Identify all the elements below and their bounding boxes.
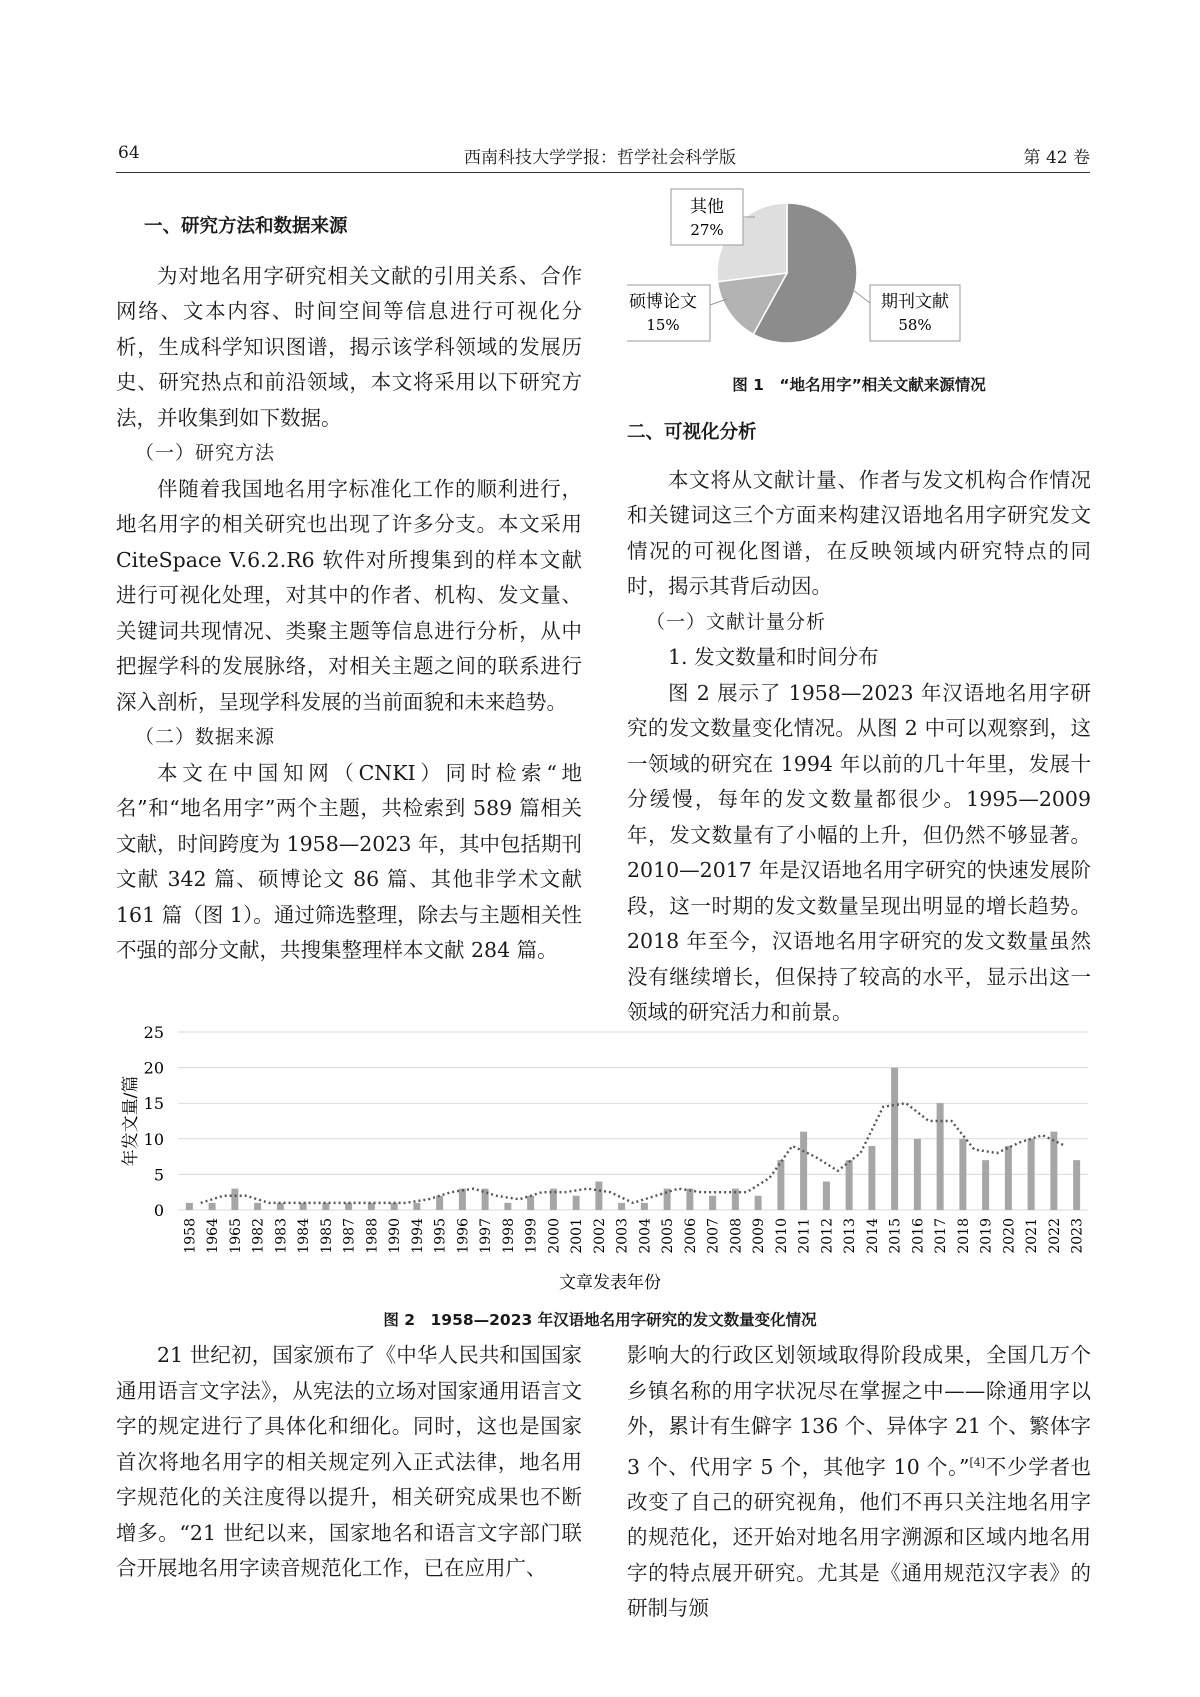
- reference-marker: [4]: [969, 1455, 986, 1469]
- x-tick-label: 2001: [569, 1218, 586, 1254]
- x-tick-labels: [182, 1218, 1085, 1254]
- x-tick-label: 1958: [182, 1218, 199, 1254]
- y-tick-label: 15: [143, 1094, 164, 1114]
- bar-1985: [322, 1203, 329, 1210]
- section2-heading: 二、可视化分析: [627, 422, 757, 443]
- section1-heading: 一、研究方法和数据来源: [144, 216, 348, 237]
- pie-label-other: [671, 189, 755, 245]
- y-tick-label: 5: [153, 1165, 164, 1185]
- pie-label-journal-name: 期刊文献: [881, 292, 949, 312]
- y-tick-labels: [144, 1023, 164, 1220]
- bar-2022: [1050, 1132, 1057, 1210]
- pie-label-other-name: 其他: [690, 197, 724, 217]
- x-tick-label: 1988: [364, 1218, 381, 1254]
- bar-2002: [595, 1182, 602, 1210]
- x-tick-label: 2014: [864, 1218, 881, 1254]
- x-axis-label: 文章发表年份: [559, 1273, 661, 1293]
- x-tick-label: 1998: [500, 1218, 517, 1254]
- x-tick-label: 1984: [296, 1218, 313, 1254]
- x-tick-label: 2004: [637, 1218, 654, 1254]
- moving-average-line: [201, 1103, 1066, 1203]
- y-tick-label: 10: [143, 1129, 164, 1149]
- trend-line: [201, 1103, 1066, 1203]
- x-tick-label: 2019: [978, 1218, 995, 1254]
- journal-title: 西南科技大学学报：哲学社会科学版: [464, 148, 736, 168]
- x-tick-label: 2000: [546, 1218, 563, 1254]
- bar-1984: [300, 1203, 307, 1210]
- subsection-bibliometric: （一）文献计量分析: [646, 610, 827, 633]
- x-tick-label: 2009: [751, 1218, 768, 1254]
- section2-paragraph: 本文将从文献计量、作者与发文机构合作情况和关键词这三个方面来构建汉语地名用字研究发文情况的可视化图谱，在反映领域内研究特点的同时，揭示其背后动因。: [627, 467, 1091, 598]
- x-tick-label: 2023: [1069, 1218, 1086, 1254]
- x-tick-label: 2008: [728, 1218, 745, 1254]
- bar-1964: [209, 1203, 216, 1210]
- methods-paragraph: 伴随着我国地名用字标准化工作的顺利进行，地名用字的相关研究也出现了许多分支。本文采用 CiteSpace V.6.2.R6 软件对所搜集到的样本文献进行可视化处理，对其中的作者、机构、发文量、关键词共现情况、类聚主题等信息进行分析，从中把握学科的发展脉络，对相关主题之间的联系进行深入剖析，呈现学科发展的当前面貌和未来趋势。: [116, 476, 582, 714]
- x-tick-label: 1999: [523, 1218, 540, 1254]
- y-axis-label: 年发文量/篇: [121, 1075, 141, 1167]
- bottom-left-column: [116, 1338, 582, 1587]
- right-column: [627, 415, 1091, 1031]
- pie-label-journal-percent: 58%: [898, 316, 932, 334]
- bar-2023: [1073, 1160, 1080, 1210]
- pie-label-thesis-percent: 15%: [646, 316, 680, 334]
- x-tick-label: 2015: [887, 1218, 904, 1254]
- pie-label-journal: [853, 285, 960, 341]
- bar-2004: [641, 1203, 648, 1210]
- bar-2007: [709, 1196, 716, 1210]
- bar-2001: [573, 1196, 580, 1210]
- x-tick-label: 2022: [1046, 1218, 1063, 1254]
- y-tick-label: 20: [143, 1058, 164, 1078]
- x-tick-label: 1996: [455, 1218, 472, 1254]
- bar-2021: [1028, 1139, 1035, 1210]
- bar-2020: [1005, 1146, 1012, 1210]
- bar-1994: [413, 1203, 420, 1210]
- bar-2011: [800, 1132, 807, 1210]
- x-tick-label: 1995: [432, 1218, 449, 1254]
- page-number: 64: [118, 143, 140, 163]
- x-tick-label: 2020: [1001, 1218, 1018, 1254]
- bar-2012: [823, 1182, 830, 1210]
- bar-2009: [755, 1196, 762, 1210]
- x-tick-label: 1994: [409, 1218, 426, 1254]
- bar-1965: [231, 1189, 238, 1210]
- bar-1982: [254, 1203, 261, 1210]
- x-tick-label: 2010: [773, 1218, 790, 1254]
- x-tick-label: 2012: [819, 1218, 836, 1254]
- bar-1998: [504, 1203, 511, 1210]
- continuation-paragraph: [627, 1338, 1091, 1627]
- bar-2003: [618, 1203, 625, 1210]
- x-tick-label: 2016: [910, 1218, 927, 1254]
- y-tick-label: 0: [153, 1201, 164, 1220]
- bar-2006: [686, 1189, 693, 1210]
- y-tick-label: 25: [143, 1023, 164, 1042]
- x-tick-label: 2018: [955, 1218, 972, 1254]
- x-tick-label: 2021: [1024, 1218, 1041, 1254]
- figure1-pie-chart: [627, 185, 1091, 370]
- bottom-right-column: [627, 1338, 1091, 1627]
- header-rule: [116, 172, 1090, 173]
- bar-2005: [664, 1189, 671, 1210]
- x-tick-label: 2017: [933, 1218, 950, 1254]
- figure2-caption: 图 2 1958—2023 年汉语地名用字研究的发文数量变化情况: [383, 1311, 817, 1329]
- pie-label-thesis: [627, 285, 727, 341]
- bar-1996: [459, 1189, 466, 1210]
- volume-label: 第 42 卷: [1023, 148, 1090, 168]
- x-tick-label: 1983: [273, 1218, 290, 1254]
- x-tick-label: 1982: [250, 1218, 267, 1254]
- data-paragraph: 本文在中国知网（CNKI）同时检索“地名”和“地名用字”两个主题，共检索到 589 篇相关文献，时间跨度为 1958—2023 年，其中包括期刊文献 342 篇、硕博论文 86 篇、其他非学术文献 161 篇（图 1）。通过筛选整理，除去与主题相关性不强的部分文献，共搜集整理样本文献 284 篇。: [116, 760, 582, 962]
- intro-paragraph: 为对地名用字研究相关文献的引用关系、合作网络、文本内容、时间空间等信息进行可视化分析，生成科学知识图谱，揭示该学科领域的发展历史、研究热点和前沿领域，本文将采用以下研究方法，并收集到如下数据。: [116, 263, 582, 430]
- bar-1995: [436, 1196, 443, 1210]
- distribution-paragraph: 图 2 展示了 1958—2023 年汉语地名用字研究的发文数量变化情况。从图 2 中可以观察到，这一领域的研究在 1994 年以前的几十年里，发展十分缓慢，每年的发文数量都很少。1995—2009 年，发文数量有了小幅的上升，但仍然不够显著。2010—2017 年是汉语地名用字研究的快速发展阶段，这一时期的发文数量呈现出明显的增长趋势。2018 年至今，汉语地名用字研究的发文数量虽然没有继续增长，但保持了较高的水平，显示出这一领域的研究活力和前景。: [627, 680, 1091, 1024]
- figure1-caption: 图 1 “地名用字”相关文献来源情况: [732, 376, 986, 394]
- x-tick-label: 2007: [705, 1218, 722, 1254]
- x-tick-label: 1985: [318, 1218, 335, 1254]
- law-paragraph: 21 世纪初，国家颁布了《中华人民共和国国家通用语言文字法》，从宪法的立场对国家通用语言文字的规定进行了具体化和细化。同时，这也是国家首次将地名用字的相关规定列入正式法律，地名用字规范化的关注度得以提升，相关研究成果也不断增多。“21 世纪以来，国家地名和语言文字部门联合开展地名用字读音规范化工作，已在应用广、: [116, 1343, 582, 1580]
- x-tick-label: 1965: [227, 1218, 244, 1254]
- bar-2016: [914, 1139, 921, 1210]
- bar-2017: [937, 1103, 944, 1210]
- x-tick-label: 2011: [796, 1218, 813, 1254]
- pie-label-thesis-name: 硕博论文: [629, 292, 697, 312]
- figure2-bar-chart: [116, 1010, 1092, 1300]
- subsubsection-distribution: 1. 发文数量和时间分布: [668, 645, 879, 669]
- bar-2019: [982, 1160, 989, 1210]
- pie-label-other-percent: 27%: [690, 221, 724, 239]
- continuation-text-a: 影响大的行政区划领域取得阶段成果，全国几万个乡镇名称的用字状况尽在掌握之中——除通用字以外，累计有生僻字 136 个、异体字 21 个、繁体字 3 个、代用字 5 个，其他字 10 个。”: [627, 1343, 1091, 1479]
- x-tick-label: 2003: [614, 1218, 631, 1254]
- bar-1958: [186, 1203, 193, 1210]
- x-tick-label: 1987: [341, 1218, 358, 1254]
- x-tick-label: 2002: [591, 1218, 608, 1254]
- bar-2013: [846, 1160, 853, 1210]
- bar-2010: [777, 1160, 784, 1210]
- x-tick-label: 1997: [478, 1218, 495, 1254]
- x-tick-label: 1990: [387, 1218, 404, 1254]
- x-tick-label: 1964: [205, 1218, 222, 1254]
- subsection-methods: （一）研究方法: [135, 442, 276, 464]
- x-tick-label: 2005: [660, 1218, 677, 1254]
- bar-2015: [891, 1068, 898, 1210]
- bar-2018: [959, 1139, 966, 1210]
- left-column: [116, 209, 582, 969]
- x-tick-label: 2013: [842, 1218, 859, 1254]
- bar-1999: [527, 1196, 534, 1210]
- continuation-text-b: 不少学者也改变了自己的研究视角，他们不再只关注地名用字的规范化，还开始对地名用字溯源和区域内地名用字的特点展开研究。尤其是《通用规范汉字表》的研制与颁: [627, 1454, 1092, 1621]
- bar-2014: [868, 1146, 875, 1210]
- x-tick-label: 2006: [682, 1218, 699, 1254]
- subsection-data-source: （二）数据来源: [135, 726, 276, 748]
